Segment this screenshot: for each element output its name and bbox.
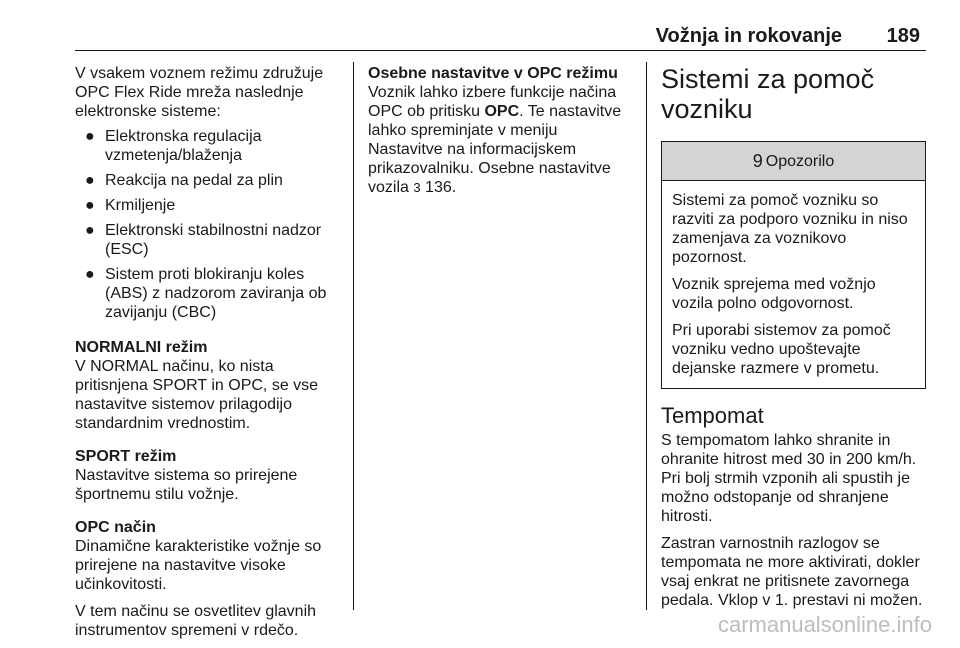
opc-mode-text: Dinamične karakteristike vožnje so prirejene na nastavitve visoke učinkovitosti. (75, 538, 322, 593)
list-item: ● Krmiljenje (85, 197, 176, 214)
opc-mode-text-2: V tem načinu se osvetlitev glavnih instrumentov spremeni v rdečo. (75, 603, 317, 639)
personal-settings-text: Voznik lahko izbere funkcije načina OPC ob pritisku OPC. Te nastavitve lahko spreminjate v meniju Nastavitve na informacijskem prikazovalniku. Osebne nastavitve vozila 3 136. (368, 84, 622, 196)
warning-triangle-icon: 9 (752, 150, 763, 171)
page-header (75, 22, 926, 51)
tempomat-heading: Tempomat (661, 403, 764, 428)
warning-box (661, 141, 926, 389)
warning-label: Opozorilo (765, 152, 835, 170)
section-title: Sistemi za pomoč vozniku (661, 64, 875, 124)
list-item: ● Elektronski stabilnostni nadzor (ESC) (85, 222, 322, 258)
warning-text: Sistemi za pomoč vozniku so razviti za podporo vozniku in niso zamenjava za voznikovo pozornost. (672, 192, 908, 266)
warning-body (662, 181, 925, 388)
sport-mode-text: Nastavitve sistema so prirejene športnemu stilu vožnje. (75, 467, 298, 503)
normal-mode-text: V NORMAL načinu, ko nista pritisnjena SPORT in OPC, se vse nastavitve sistemov prilagodijo standardnim vrednostim. (75, 358, 319, 432)
opc-mode-heading: OPC način (75, 519, 156, 536)
column-divider (353, 62, 354, 610)
warning-header (662, 142, 925, 181)
watermark: carmanualsonline.info (717, 612, 932, 637)
chapter-title: Vožnja in rokovanje (655, 25, 842, 47)
list-item: ● Reakcija na pedal za plin (85, 172, 283, 189)
page-reference-icon: 3 (413, 180, 421, 195)
page-number: 189 (886, 25, 920, 47)
page-reference-link[interactable]: 136. (425, 179, 457, 196)
column-left (75, 64, 340, 648)
intro-paragraph: V vsakem voznem režimu združuje OPC Flex Ride mreža naslednje elektronske sisteme: (75, 65, 324, 120)
column-middle (368, 64, 633, 205)
list-item: ● Elektronska regulacija vzmetenja/blaženja (85, 128, 262, 164)
personal-settings-heading: Osebne nastavitve v OPC režimu (368, 65, 618, 82)
warning-text: Pri uporabi sistemov za pomoč vozniku vedno upoštevajte dejanske razmere v prometu. (672, 322, 891, 377)
normal-mode-heading: NORMALNI režim (75, 339, 208, 356)
tempomat-text: S tempomatom lahko shranite in ohranite hitrost med 30 in 200 km/h. Pri bolj strmih vzponih ali spustih je možno odstopanje od shranjene hitrosti. (661, 432, 917, 525)
tempomat-text-2: Zastran varnostnih razlogov se tempomata ne more aktivirati, dokler vsaj enkrat ne pritisnete zavornega pedala. Vklop v 1. prestavi ni možen. (661, 535, 923, 609)
column-right (661, 64, 926, 618)
sport-mode-heading: SPORT režim (75, 448, 177, 465)
column-divider (646, 62, 647, 610)
systems-list (75, 127, 340, 322)
warning-text: Voznik sprejema med vožnjo vozila polno odgovornost. (672, 276, 876, 312)
list-item: ● Sistem proti blokiranju koles (ABS) z nadzorom zaviranja ob zavijanju (CBC) (85, 266, 327, 321)
